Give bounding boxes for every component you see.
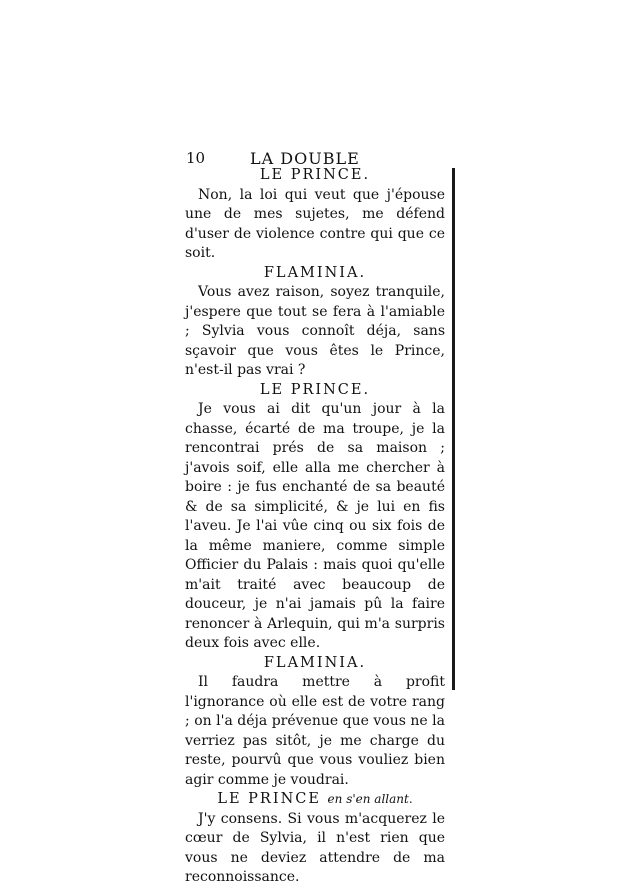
speaker-name: LE PRINCE en s'en allant. xyxy=(217,791,413,807)
speaker-name: FLAMINIA. xyxy=(263,654,367,671)
speech-paragraph: Non, la loi qui veut que j'épouse une de mes sujetes, me défend d'user de violence contre qui que ce soit. xyxy=(185,186,445,261)
stage-direction: en s'en allant. xyxy=(327,792,413,806)
speech-paragraph: Vous avez raison, soyez tranquile, j'espere que tout se fera à l'amiable ; Sylvia vous connoît déja, sans sçavoir que vous êtes le Prince, n'est-il pas vrai ? xyxy=(185,284,445,378)
speech-paragraph: Je vous ai dit qu'un jour à la chasse, écarté de ma troupe, je la rencontrai prés de sa maison ; j'avois soif, elle alla me chercher à boire : je fus enchanté de sa beauté & de sa simplicité, & je lui en fis l'aveu. Je l'ai vûe cinq ou six fois de la même maniere, comme simple Officier du Palais : mais quoi qu'elle m'ait traité avec beaucoup de douceur, je n'ai jamais pû la faire renoncer à Arlequin, qui m'a surpris deux fois avec elle. xyxy=(185,401,445,651)
speaker-name: LE PRINCE. xyxy=(259,167,371,183)
dialogue-body xyxy=(185,166,445,888)
page-edge-rule xyxy=(452,168,455,690)
page-number: 10 xyxy=(186,149,206,167)
running-title: LA DOUBLE xyxy=(250,149,360,168)
speaker-name: FLAMINIA. xyxy=(263,264,367,281)
speech-paragraph: J'y consens. Si vous m'acquerez le cœur de Sylvia, il n'est rien que vous ne deviez attendre de ma reconnoissance. xyxy=(185,810,445,885)
speaker-name: LE PRINCE. xyxy=(259,381,371,398)
speech-paragraph: Il faudra mettre à profit l'ignorance où elle est de votre rang ; on l'a déja prévenue que vous ne la verriez pas sitôt, je me charge du reste, pourvû que vous vouliez bien agir comme je voudrai. xyxy=(185,674,445,788)
